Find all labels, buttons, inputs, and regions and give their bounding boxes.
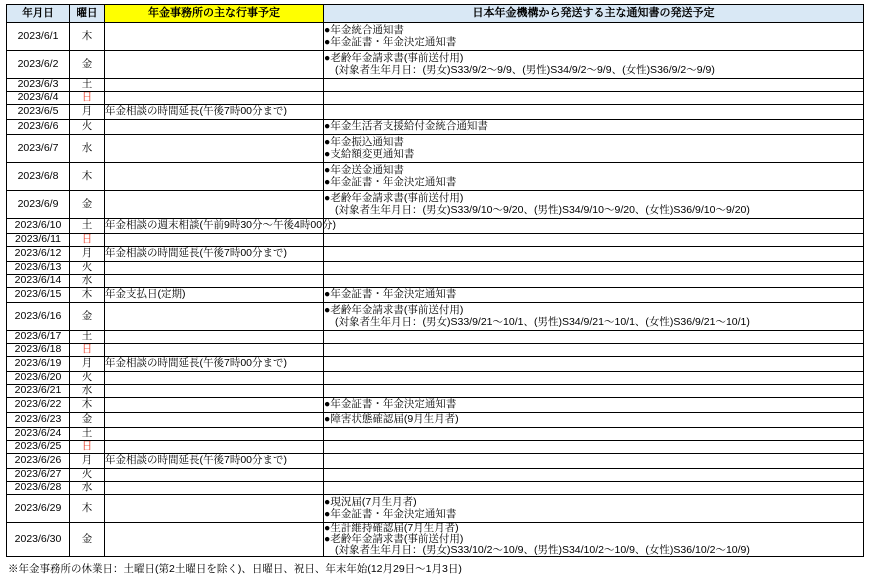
cell-date: 2023/6/7 [7, 135, 70, 163]
table-row [7, 523, 864, 557]
cell-events: 年金相談の時間延長(午後7時00分まで) [105, 454, 324, 469]
cell-notices [324, 135, 864, 163]
cell-events: 年金相談の時間延長(午後7時00分まで) [105, 357, 324, 372]
cell-date: 2023/6/1 [7, 23, 70, 51]
column-header-notices: 日本年金機構から発送する主な通知書の発送予定 [324, 5, 864, 23]
notice-line: ●老齢年金請求書(事前送付用) [324, 192, 464, 205]
cell-day: 月 [70, 357, 105, 372]
cell-day: 金 [70, 191, 105, 219]
cell-notices [324, 219, 864, 234]
notice-line: (対象者生年月日：(男女)S33/9/2〜9/9、(男性)S34/9/2〜9/9、(女性)S36/9/2〜9/9) [335, 63, 715, 76]
cell-notices [324, 331, 864, 344]
cell-date: 2023/6/10 [7, 219, 70, 234]
cell-day: 土 [70, 331, 105, 344]
table-row [7, 191, 864, 219]
cell-date: 2023/6/27 [7, 469, 70, 482]
notice-line: ●年金証書・年金決定通知書 [324, 175, 457, 188]
cell-date: 2023/6/24 [7, 428, 70, 441]
cell-date: 2023/6/23 [7, 413, 70, 428]
cell-notices [324, 482, 864, 495]
cell-day: 土 [70, 428, 105, 441]
table-row [7, 482, 864, 495]
cell-date: 2023/6/5 [7, 105, 70, 120]
cell-date: 2023/6/11 [7, 234, 70, 247]
cell-events [105, 262, 324, 275]
cell-day: 木 [70, 495, 105, 523]
cell-events [105, 275, 324, 288]
cell-date: 2023/6/28 [7, 482, 70, 495]
table-header-row [7, 5, 864, 23]
cell-notices [324, 385, 864, 398]
cell-notices [324, 79, 864, 92]
cell-events [105, 372, 324, 385]
table-row [7, 105, 864, 120]
table-row [7, 219, 864, 234]
cell-day: 水 [70, 385, 105, 398]
cell-events: 年金相談の週末相談(午前9時30分〜午後4時00分) [105, 219, 324, 234]
cell-notices [324, 92, 864, 105]
schedule-table [6, 4, 864, 557]
cell-day: 月 [70, 247, 105, 262]
notice-line: ●年金統合通知書 [324, 24, 404, 37]
table-row [7, 441, 864, 454]
table-row [7, 413, 864, 428]
table-row [7, 398, 864, 413]
cell-day: 金 [70, 523, 105, 557]
cell-day: 日 [70, 92, 105, 105]
table-row [7, 331, 864, 344]
footnote-holidays: ※年金事務所の休業日：土曜日(第2土曜日を除く)、日曜日、祝日、年末年始(12月29日〜1月3日) [8, 563, 462, 576]
cell-day: 火 [70, 262, 105, 275]
cell-notices [324, 275, 864, 288]
table-header [7, 5, 864, 23]
cell-events [105, 191, 324, 219]
notice-line: ●老齢年金請求書(事前送付用) [324, 304, 464, 317]
cell-events [105, 23, 324, 51]
cell-date: 2023/6/8 [7, 163, 70, 191]
cell-day: 水 [70, 135, 105, 163]
cell-day: 土 [70, 219, 105, 234]
cell-day: 火 [70, 120, 105, 135]
cell-date: 2023/6/29 [7, 495, 70, 523]
cell-date: 2023/6/9 [7, 191, 70, 219]
cell-notices [324, 523, 864, 557]
cell-events [105, 344, 324, 357]
column-header-date: 年月日 [7, 5, 70, 23]
cell-notices [324, 234, 864, 247]
column-header-day: 曜日 [70, 5, 105, 23]
table-row [7, 92, 864, 105]
notice-line: ●年金送金通知書 [324, 164, 404, 177]
cell-notices [324, 163, 864, 191]
cell-day: 日 [70, 344, 105, 357]
notice-line: ●年金証書・年金決定通知書 [324, 35, 457, 48]
table-row [7, 163, 864, 191]
cell-day: 木 [70, 163, 105, 191]
table-row [7, 344, 864, 357]
notice-line: ●年金生活者支援給付金統合通知書 [324, 120, 488, 133]
cell-date: 2023/6/26 [7, 454, 70, 469]
cell-day: 金 [70, 413, 105, 428]
cell-date: 2023/6/2 [7, 51, 70, 79]
cell-events [105, 523, 324, 557]
table-row [7, 23, 864, 51]
cell-date: 2023/6/20 [7, 372, 70, 385]
cell-date: 2023/6/12 [7, 247, 70, 262]
cell-notices [324, 51, 864, 79]
table-row [7, 234, 864, 247]
cell-events [105, 234, 324, 247]
cell-notices [324, 428, 864, 441]
cell-events [105, 428, 324, 441]
cell-day: 金 [70, 303, 105, 331]
table-row [7, 495, 864, 523]
notice-line: ●老齢年金請求書(事前送付用) [324, 533, 464, 546]
cell-day: 土 [70, 79, 105, 92]
cell-date: 2023/6/16 [7, 303, 70, 331]
cell-events: 年金相談の時間延長(午後7時00分まで) [105, 247, 324, 262]
cell-date: 2023/6/6 [7, 120, 70, 135]
cell-date: 2023/6/21 [7, 385, 70, 398]
table-row [7, 51, 864, 79]
cell-notices [324, 247, 864, 262]
cell-events [105, 469, 324, 482]
cell-date: 2023/6/19 [7, 357, 70, 372]
cell-events [105, 92, 324, 105]
table-row [7, 247, 864, 262]
cell-notices [324, 495, 864, 523]
cell-day: 木 [70, 398, 105, 413]
cell-date: 2023/6/25 [7, 441, 70, 454]
cell-events [105, 413, 324, 428]
table-row [7, 428, 864, 441]
cell-events [105, 120, 324, 135]
cell-date: 2023/6/3 [7, 79, 70, 92]
cell-day: 水 [70, 275, 105, 288]
table-row [7, 262, 864, 275]
cell-date: 2023/6/22 [7, 398, 70, 413]
cell-notices [324, 23, 864, 51]
cell-events: 年金支払日(定期) [105, 288, 324, 303]
notice-line: ●年金振込通知書 [324, 136, 404, 149]
notice-line: (対象者生年月日：(男女)S33/9/21〜10/1、(男性)S34/9/21〜10/1、(女性)S36/9/21〜10/1) [335, 315, 750, 328]
table-row [7, 303, 864, 331]
cell-notices [324, 357, 864, 372]
cell-date: 2023/6/4 [7, 92, 70, 105]
column-header-events: 年金事務所の主な行事予定 [105, 5, 324, 23]
cell-notices [324, 191, 864, 219]
table-row [7, 372, 864, 385]
cell-date: 2023/6/13 [7, 262, 70, 275]
cell-notices [324, 398, 864, 413]
cell-events [105, 441, 324, 454]
cell-date: 2023/6/18 [7, 344, 70, 357]
cell-date: 2023/6/14 [7, 275, 70, 288]
cell-day: 木 [70, 23, 105, 51]
notice-line: ●年金証書・年金決定通知書 [324, 288, 457, 301]
cell-notices [324, 372, 864, 385]
cell-events [105, 482, 324, 495]
table-row [7, 469, 864, 482]
cell-date: 2023/6/17 [7, 331, 70, 344]
cell-events [105, 163, 324, 191]
cell-events [105, 331, 324, 344]
cell-day: 火 [70, 469, 105, 482]
notice-line: ●障害状態確認届(9月生月者) [324, 413, 459, 426]
cell-day: 木 [70, 288, 105, 303]
notice-line: (対象者生年月日：(男女)S33/10/2〜10/9、(男性)S34/10/2〜10/9、(女性)S36/10/2〜10/9) [335, 544, 750, 557]
notice-line: (対象者生年月日：(男女)S33/9/10〜9/20、(男性)S34/9/10〜9/20、(女性)S36/9/10〜9/20) [335, 203, 750, 216]
table-row [7, 79, 864, 92]
cell-notices [324, 454, 864, 469]
cell-notices [324, 105, 864, 120]
cell-events [105, 51, 324, 79]
cell-notices [324, 469, 864, 482]
table-row [7, 120, 864, 135]
cell-day: 日 [70, 234, 105, 247]
cell-notices [324, 344, 864, 357]
cell-events [105, 79, 324, 92]
cell-notices [324, 120, 864, 135]
cell-day: 金 [70, 51, 105, 79]
notice-line: ●老齢年金請求書(事前送付用) [324, 52, 464, 65]
table-body [7, 23, 864, 557]
cell-notices [324, 441, 864, 454]
cell-events [105, 398, 324, 413]
cell-notices [324, 413, 864, 428]
cell-day: 水 [70, 482, 105, 495]
cell-notices [324, 288, 864, 303]
notice-line: ●支給額変更通知書 [324, 147, 415, 160]
table-row [7, 288, 864, 303]
cell-events: 年金相談の時間延長(午後7時00分まで) [105, 105, 324, 120]
cell-date: 2023/6/15 [7, 288, 70, 303]
table-row [7, 357, 864, 372]
table-row [7, 385, 864, 398]
table-row [7, 275, 864, 288]
cell-events [105, 303, 324, 331]
cell-date: 2023/6/30 [7, 523, 70, 557]
notice-line: ●年金証書・年金決定通知書 [324, 398, 457, 411]
cell-events [105, 385, 324, 398]
cell-notices [324, 303, 864, 331]
notice-line: ●現況届(7月生月者) [324, 496, 417, 509]
table-row [7, 135, 864, 163]
table-row [7, 454, 864, 469]
cell-events [105, 135, 324, 163]
notice-line: ●年金証書・年金決定通知書 [324, 507, 457, 520]
cell-day: 月 [70, 105, 105, 120]
cell-day: 月 [70, 454, 105, 469]
cell-day: 火 [70, 372, 105, 385]
cell-day: 日 [70, 441, 105, 454]
cell-notices [324, 262, 864, 275]
notice-line: ●生計維持確認届(7月生月者) [324, 522, 459, 534]
cell-events [105, 495, 324, 523]
